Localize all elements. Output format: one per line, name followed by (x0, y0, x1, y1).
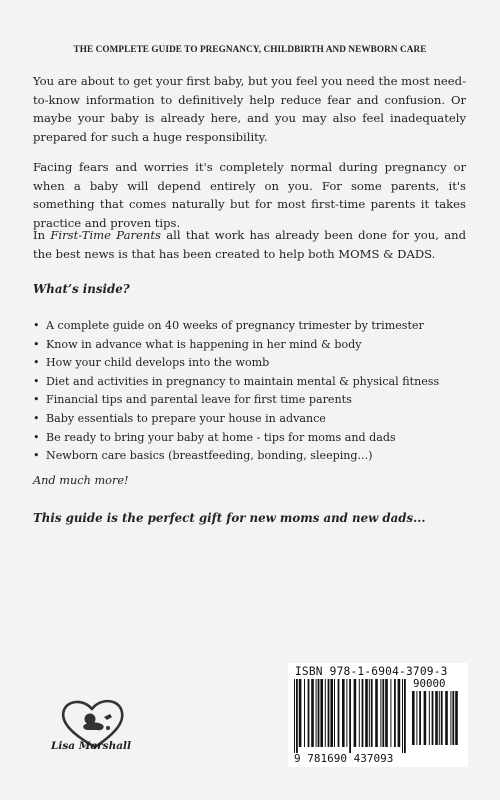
list-item: • A complete guide on 40 weeks of pregnancy trimester by trimester (33, 317, 473, 336)
features-list (33, 317, 473, 466)
gift-tagline: This guide is the perfect gift for new moms and new dads... (33, 511, 426, 525)
intro-paragraph-2: Facing fears and worries it's completely normal during pregnancy or when a baby will depend entirely on you. For some parents, it's something that comes naturally but for most first-time parents it takes practice and proven tips. (33, 160, 466, 231)
barcode-bar (450, 691, 451, 745)
barcode-bar (316, 679, 317, 747)
bullet-icon: • (33, 430, 40, 444)
barcode-bar (445, 691, 448, 745)
p3-prefix: In (33, 228, 51, 242)
barcode-bar (375, 679, 378, 747)
barcode-bar (439, 691, 440, 745)
barcode-bar (369, 679, 370, 747)
barcode-bar (441, 691, 443, 745)
barcode-bar (385, 679, 388, 747)
cover-title: THE COMPLETE GUIDE TO PREGNANCY, CHILDBIRTH AND NEWBORN CARE (73, 44, 427, 54)
isbn-barcode (288, 663, 468, 767)
barcode-bar (416, 691, 417, 745)
barcode-bar (328, 679, 330, 747)
barcode-bar (404, 679, 406, 753)
barcode-bar (424, 691, 427, 745)
barcode-bar (346, 679, 347, 747)
barcode-bar (349, 679, 351, 753)
barcode-bar (294, 679, 295, 753)
barcode-bar (398, 679, 401, 747)
barcode-bar (435, 691, 438, 745)
intro-paragraph-1: You are about to get your first baby, but you feel you need the most need-to-know information to definitively help reduce fear and confusion. Or maybe your baby is already here, and you may also feel inadequately prepared for such a huge responsibility. (33, 74, 466, 145)
barcode-bar (299, 679, 302, 747)
list-item: • Financial tips and parental leave for first time parents (33, 391, 473, 410)
barcode-bar (354, 679, 357, 747)
bullet-icon: • (33, 449, 40, 463)
bullet-icon: • (33, 393, 40, 407)
intro-paragraph-3 (33, 226, 466, 263)
bullet-icon: • (33, 374, 40, 388)
barcode-bar (394, 679, 396, 747)
barcode-bar (380, 679, 381, 747)
barcode-bar (338, 679, 340, 747)
barcode-bar (320, 679, 323, 747)
barcode-bar (390, 679, 391, 747)
barcode-bar (429, 691, 430, 745)
list-item: • Newborn care basics (breastfeeding, bonding, sleeping...) (33, 447, 473, 466)
barcode-bar (362, 679, 364, 747)
barcode-bar (365, 679, 368, 747)
bullet-icon: • (33, 319, 40, 332)
author-name: Lisa Marshall (50, 740, 132, 752)
barcode-bar (412, 691, 415, 745)
barcode-bar (296, 679, 298, 753)
barcode-bar (432, 691, 434, 745)
barcode-digits: 9 781690 437093 (294, 752, 394, 765)
and-much-more-text: And much more! (33, 474, 129, 487)
list-item: • Know in advance what is happening in her mind & body (33, 336, 473, 355)
list-item: • Baby essentials to prepare your house in advance (33, 410, 473, 429)
book-title-inline: First-Time Parents (50, 228, 161, 242)
barcode-bars (294, 679, 406, 753)
whats-inside-heading: What’s inside? (33, 282, 130, 296)
barcode-bar (304, 679, 305, 747)
list-item: • Diet and activities in pregnancy to maintain mental & physical fitness (33, 373, 473, 392)
barcode-bar (359, 679, 360, 747)
barcode-bar (402, 679, 403, 753)
bullet-icon: • (33, 356, 40, 370)
barcode-bar (419, 691, 421, 745)
bullet-icon: • (33, 337, 40, 351)
barcode-bar (452, 691, 454, 745)
isbn-label: ISBN 978-1-6904-3709-3 (295, 665, 448, 678)
barcode-bar (371, 679, 373, 747)
addon-barcode-bars (412, 691, 462, 751)
barcode-bar (334, 679, 335, 747)
barcode-bar (311, 679, 314, 747)
list-item: • How your child develops into the womb (33, 354, 473, 373)
barcode-bar (342, 679, 345, 747)
list-item: • Be ready to bring your baby at home - tips for moms and dads (33, 429, 473, 448)
barcode-bar (308, 679, 310, 747)
bullet-icon: • (33, 411, 40, 425)
barcode-bar (330, 679, 333, 747)
barcode-addon-number: 90000 (413, 677, 446, 690)
p3-suffix: all that work has already been done for you, and the best news is that has been created to help both MOMS & DADS. (33, 228, 466, 261)
barcode-bar (382, 679, 384, 747)
barcode-bar (455, 691, 458, 745)
barcode-bar (325, 679, 326, 747)
barcode-bar (318, 679, 320, 747)
